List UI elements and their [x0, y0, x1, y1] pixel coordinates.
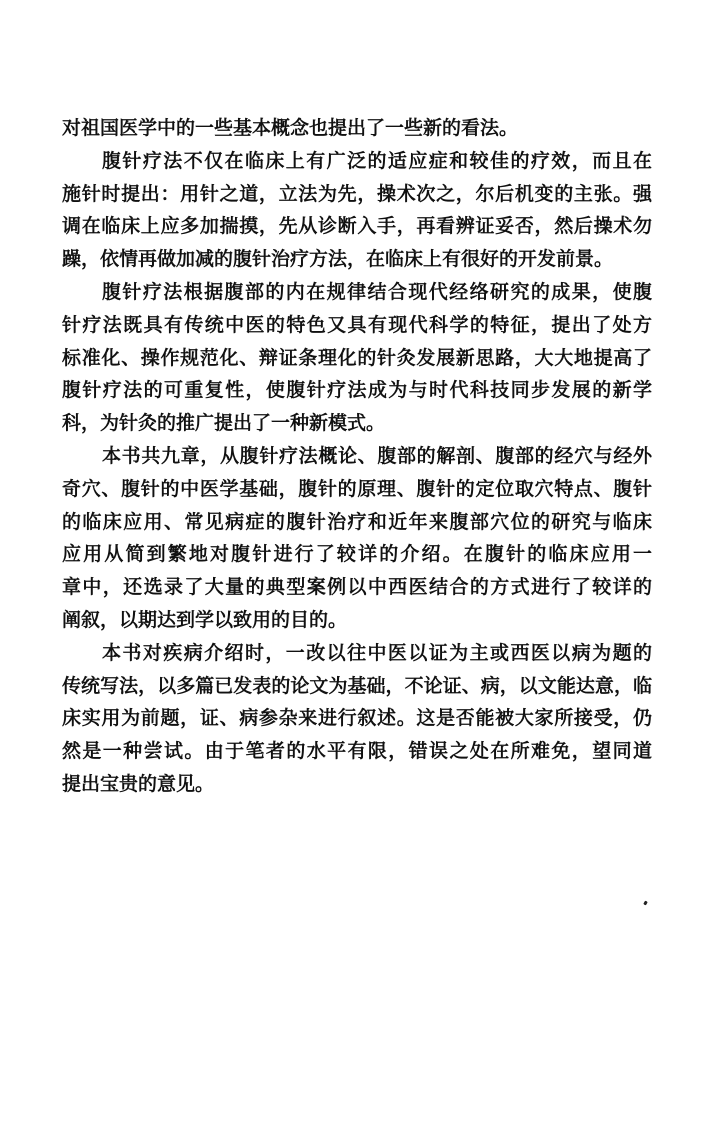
paragraph [62, 112, 652, 145]
text-line: 章中，还选录了大量的典型案例以中西医结合的方式进行了较详的 [62, 576, 652, 599]
text-line: 然是一种尝试。由于笔者的水平有限，错误之处在所难免，望同道 [62, 740, 652, 763]
text-line: 应用从简到繁地对腹针进行了较详的介绍。在腹针的临床应用一 [62, 543, 652, 566]
text-line: 阐叙，以期达到学以致用的目的。 [62, 608, 348, 631]
text-line: 床实用为前题，证、病参杂来进行叙述。这是否能被大家所接受，仍 [62, 707, 652, 730]
text-line: 对祖国医学中的一些基本概念也提出了一些新的看法。 [62, 117, 519, 139]
page-body [62, 112, 652, 801]
text-line: 的临床应用、常见病症的腹针治疗和近年来腹部穴位的研究与临床 [62, 510, 652, 533]
text-line: 腹针疗法根据腹部的内在规律结合现代经络研究的成果，使腹 [102, 280, 652, 303]
text-line: 腹针疗法的可重复性，使腹针疗法成为与时代科技同步发展的新学 [62, 379, 652, 402]
text-line: 躁，依情再做加减的腹针治疗方法，在临床上有很好的开发前景。 [62, 248, 614, 271]
scan-speck [643, 901, 648, 906]
text-line: 施针时提出：用针之道，立法为先，操术次之，尔后机变的主张。强 [62, 182, 652, 205]
text-line: 提出宝贵的意见。 [62, 772, 215, 795]
text-line: 针疗法既具有传统中医的特色又具有现代科学的特征，提出了处方 [62, 313, 652, 336]
paragraph [62, 440, 652, 637]
text-line: 标准化、操作规范化、辩证条理化的针灸发展新思路，大大地提高了 [62, 346, 652, 369]
text-line: 科，为针灸的推广提出了一种新模式。 [62, 412, 386, 435]
text-line: 腹针疗法不仅在临床上有广泛的适应症和较佳的疗效，而且在 [102, 149, 652, 172]
text-line: 本书对疾病介绍时，一改以往中医以证为主或西医以病为题的 [102, 641, 652, 664]
text-line: 本书共九章，从腹针疗法概论、腹部的解剖、腹部的经穴与经外 [102, 444, 652, 467]
paragraph [62, 637, 652, 801]
paragraph [62, 276, 652, 440]
text-line: 调在临床上应多加揣摸，先从诊断入手，再看辨证妥否，然后操术勿 [62, 215, 652, 238]
text-line: 传统写法，以多篇已发表的论文为基础，不论证、病，以文能达意，临 [62, 674, 652, 697]
text-line: 奇穴、腹针的中医学基础，腹针的原理、腹针的定位取穴特点、腹针 [62, 477, 652, 500]
paragraph [62, 145, 652, 276]
